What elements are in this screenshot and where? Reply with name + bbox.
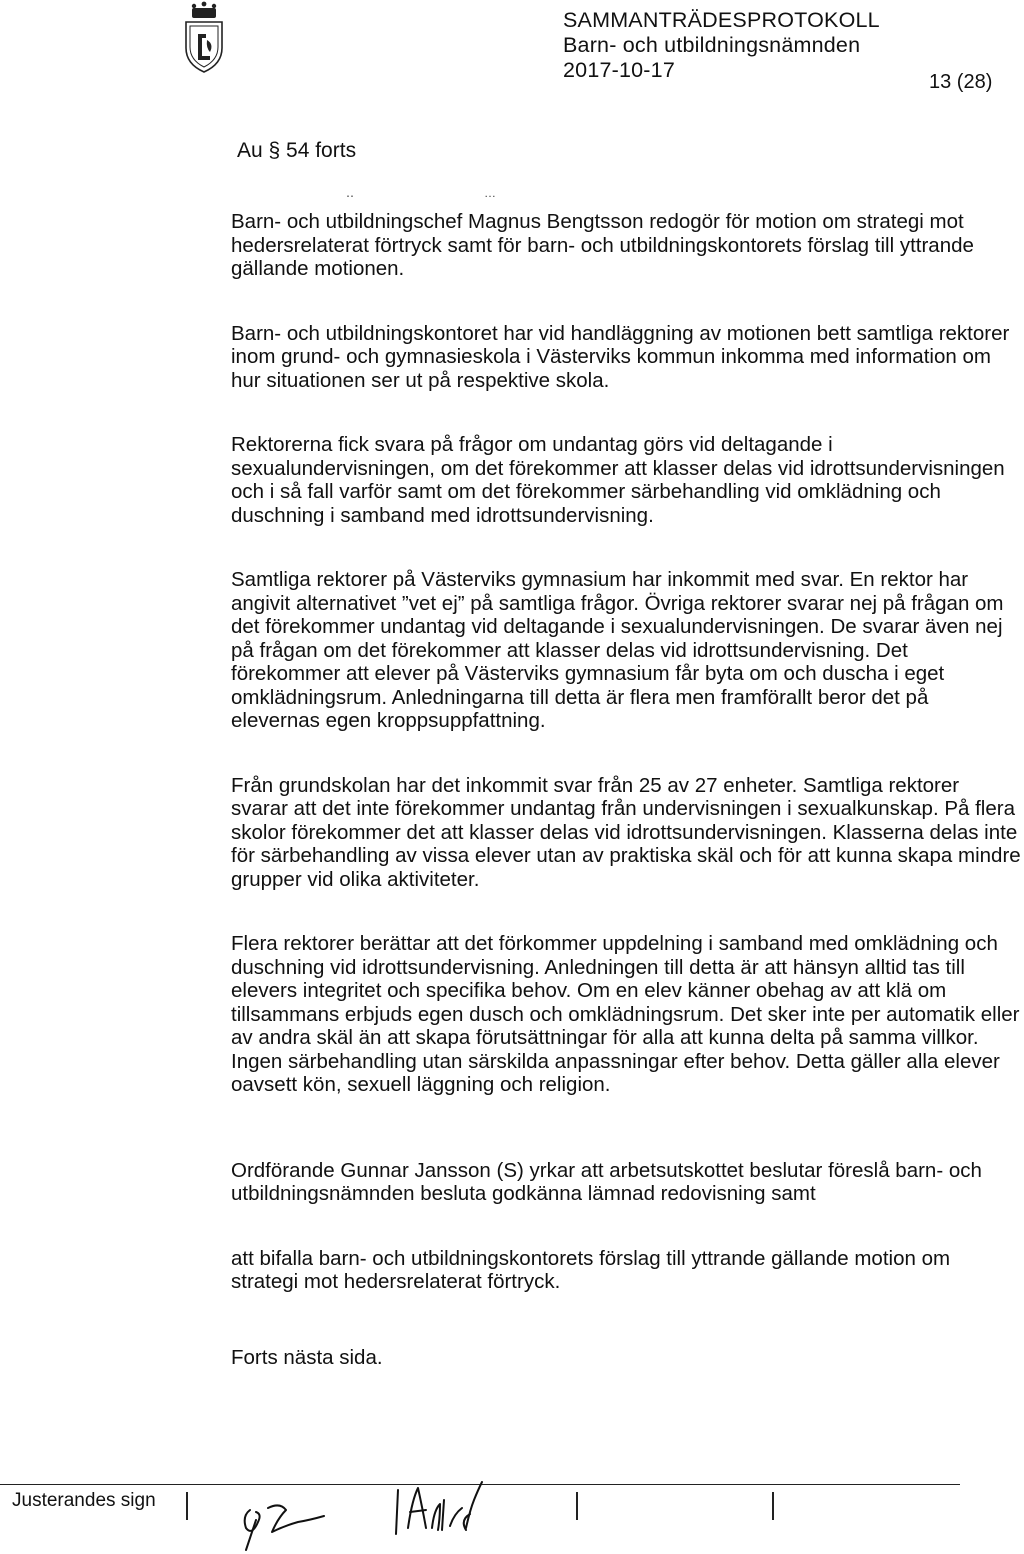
meeting-date: 2017-10-17 — [563, 58, 675, 82]
paragraph-omkladning: Flera rektorer berättar att det förkommer uppdelning i samband med omklädning och duschning vid idrottsundervisning. Anledningen till detta är att hänsyn alltid tas till elevers integritet och specifika behov. Om en elev känner obehag av att klä om tillsammans erbjuds egen dusch och omklädningsrum. Det sker inte per automatik eller av andra skäl än att skapa förutsättningar för alla att kunna delta på samma villkor. Ingen särbehandling utan särskilda anpassningar efter behov. Detta gäller alla elever oavsett kön, sexuell läggning och religion. — [231, 932, 1020, 1096]
paragraph-questions: Rektorerna fick svara på frågor om undantag görs vid deltagande i sexualundervisningen, om det förekommer att klasser delas vid idrottsundervisningen och i så fall varför samt om det förekommer särbehandling vid omklädning och duschning i samband med idrottsundervisning. — [231, 433, 1005, 527]
continued-note: Forts nästa sida. — [231, 1345, 383, 1369]
handwritten-signatures — [228, 1470, 608, 1554]
protocol-body — [231, 210, 1021, 1369]
section-reference: Au § 54 forts — [237, 139, 357, 162]
committee-name: Barn- och utbildningsnämnden — [563, 33, 861, 57]
paragraph-proposal: Ordförande Gunnar Jansson (S) yrkar att arbetsutskottet beslutar föreslå barn- och utbildningsnämnden besluta godkänna lämnad redovisning samt — [231, 1158, 982, 1205]
signature-box-divider — [772, 1492, 774, 1520]
document-header — [563, 8, 880, 83]
paragraph-survey: Barn- och utbildningskontoret har vid handläggning av motionen bett samtliga rektorer inom grund- och gymnasieskola i Västerviks kommun inkomma med information om hur situationen ser ut på respektive skola. — [231, 321, 1010, 392]
paragraph-grundskola: Från grundskolan har det inkommit svar från 25 av 27 enheter. Samtliga rektorer svarar att det inte förekommer undantag från undervisningen i sexualkunskap. På flera skolor förekommer det att klasser delas vid idrottsundervisningen. Klasserna delas inte för särbehandling av vissa elever utan av praktiska skäl och för att kunna skapa mindre grupper vid olika aktiviteter. — [231, 773, 1021, 891]
paragraph-gymnasium: Samtliga rektorer på Västerviks gymnasium har inkommit med svar. En rektor har angivit alternativet ”vet ej” på samtliga frågor. Övriga rektorer svarar nej på frågan om det förekommer undantag vid deltagande i sexualundervisningen. De svarar även nej på frågan om det förekommer att klasser delas vid idrottsundervisning. Det förekommer att elever på Västerviks gymnasium får byta om och duscha i eget omklädningsrum. Anledningarna till detta är flera men framförallt beror det på elevernas egen kroppsuppfattning. — [231, 568, 1004, 732]
scan-artifact: ‥ … — [346, 186, 499, 200]
document-type: SAMMANTRÄDESPROTOKOLL — [563, 8, 880, 32]
paragraph-att-bifalla: att bifalla barn- och utbildningskontorets förslag till yttrande gällande motion om strategi mot hedersrelaterat förtryck. — [231, 1246, 951, 1293]
coat-of-arms-icon — [176, 0, 232, 78]
paragraph-intro: Barn- och utbildningschef Magnus Bengtsson redogör för motion om strategi mot hedersrelaterat förtryck samt för barn- och utbildningskontorets förslag till yttrande gällande motionen. — [231, 210, 974, 280]
footer-label: Justerandes sign — [12, 1490, 156, 1511]
signature-box-divider — [186, 1492, 188, 1520]
signature-footer — [0, 1470, 1024, 1554]
page-number: 13 (28) — [929, 71, 993, 93]
